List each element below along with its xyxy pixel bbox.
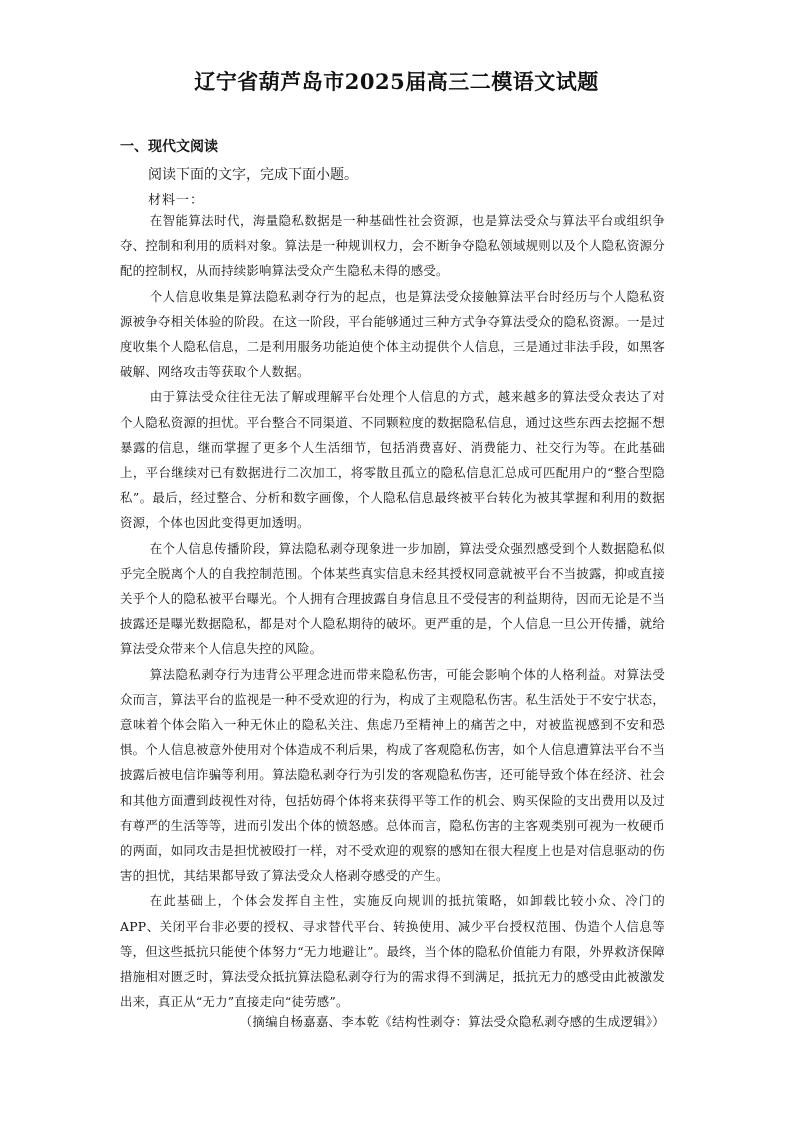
paragraph: 在个人信息传播阶段，算法隐私剥夺现象进一步加剧，算法受众强烈感受到个人数据隐私似乎完全脱离个人的自我控制范围。个体某些真实信息未经其授权同意就被平台不当披露，抑或直接关乎个人的隐私被平台曝光。个人拥有合理披露自身信息且不受侵害的利益期待，因而无论是不当披露还是曝光数据隐私，都是对个人隐私期待的破坏。更严重的是，个人信息一旦公开传播，就给算法受众带来个人信息失控的风险。 bbox=[120, 540, 665, 657]
section-heading: 一、现代文阅读 bbox=[120, 139, 218, 155]
paragraph: 在智能算法时代，海量隐私数据是一种基础性社会资源，也是算法受众与算法平台或组织争夺、控制和利用的质料对象。算法是一种规训权力，会不断争夺隐私领域规则以及个人隐私资源分配的控制权，从而持续影响算法受众产生隐私未得的感受。 bbox=[120, 213, 665, 279]
paragraph: 在此基础上，个体会发挥自主性，实施反向规训的抵抗策略，如卸载比较小众、冷门的APP、关闭平台非必要的授权、寻求替代平台、转换使用、减少平台授权范围、伪造个人信息等等，但这些抵抗只能使个体努力“无力地避让”。最终，当个体的隐私价值能力有限，外界救济保障措施相对匮乏时，算法受众抵抗算法隐私剥夺行为的需求得不到满足，抵抗无力的感受由此被激发出来，真正从“无力”直接走向“徒劳感”。 bbox=[120, 893, 665, 1010]
reading-instruction: 阅读下面的文字，完成下面小题。 bbox=[148, 167, 358, 183]
passage-body bbox=[120, 208, 665, 1015]
paragraph: 算法隐私剥夺行为违背公平理念进而带来隐私伤害，可能会影响个体的人格利益。对算法受众而言，算法平台的监视是一种不受欢迎的行为，构成了主观隐私伤害。私生活处于不安宁状态，意味着个体会陷入一种无休止的隐私关注、焦虑乃至精神上的痛苦之中，对被监视感到不安和恐惧。个人信息被意外使用对个体造成不利后果，构成了客观隐私伤害，如个人信息遭算法平台不当披露后被电信诈骗等利用。算法隐私剥夺行为引发的客观隐私伤害，还可能导致个体在经济、社会和其他方面遭到歧视性对待，包括妨碍个体将来获得平等工作的机会、购买保险的支出费用以及过有尊严的生活等等，进而引发出个体的愤怒感。总体而言，隐私伤害的主客观类别可视为一枚硬币的两面，如同攻击是担忧被殴打一样，对不受欢迎的观察的感知在很大程度上也是对信息驱动的伤害的担忧，其结果都导致了算法受众人格剥夺感受的产生。 bbox=[120, 666, 665, 884]
material-label: 材料一： bbox=[148, 193, 205, 208]
paragraph: 个人信息收集是算法隐私剥夺行为的起点，也是算法受众接触算法平台时经历与个人隐私资源被争夺相关体验的阶段。在这一阶段，平台能够通过三种方式争夺算法受众的隐私资源。一是过度收集个人隐私信息，二是利用服务功能迫使个体主动提供个人信息，三是通过非法手段，如黑客破解、网络攻击等获取个人数据。 bbox=[120, 288, 665, 380]
page-title: 辽宁省葫芦岛市2025届高三二模语文试题 bbox=[194, 69, 599, 94]
source-citation: （摘编自杨嘉嘉、李本乾《结构性剥夺：算法受众隐私剥夺感的生成逻辑》） bbox=[239, 1014, 665, 1029]
paragraph: 由于算法受众往往无法了解或理解平台处理个人信息的方式，越来越多的算法受众表达了对个人隐私资源的担忧。平台整合不同渠道、不同颗粒度的数据隐私信息，通过这些东西去挖掘不想暴露的信息，继而掌握了更多个人生活细节，包括消费喜好、消费能力、社交行为等。在此基础上，平台继续对已有数据进行二次加工，将零散且孤立的隐私信息汇总成可匹配用户的“整合型隐私”。最后，经过整合、分析和数字画像，个人隐私信息最终被平台转化为被其掌握和利用的数据资源，个体也因此变得更加透明。 bbox=[120, 389, 665, 531]
